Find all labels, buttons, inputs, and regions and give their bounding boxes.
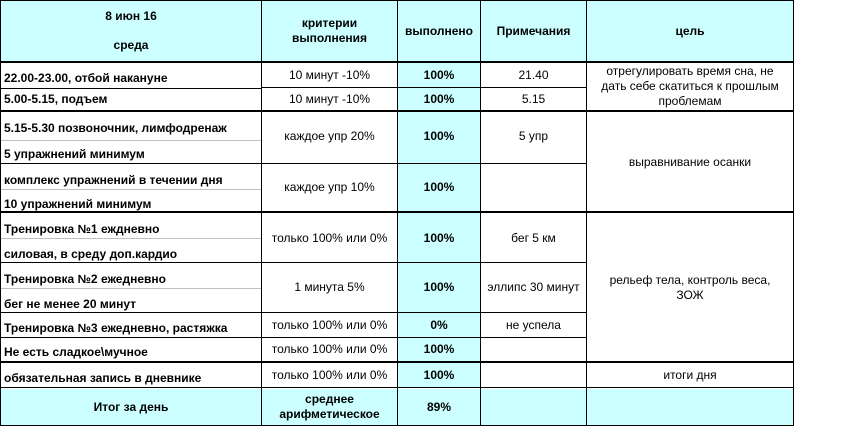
border xyxy=(0,88,262,89)
note-exercise-day[interactable] xyxy=(481,164,586,211)
goal-body[interactable]: рельеф тела, контроль веса, ЗОЖ xyxy=(609,273,771,302)
footer-label[interactable]: Итог за день xyxy=(1,389,261,425)
criteria-bedtime[interactable]: 10 минут -10% xyxy=(288,67,371,82)
goal-sleep[interactable]: отрегулировать время сна, не дать себе скатиться к прошлым проблемам xyxy=(601,64,779,108)
task-training-1[interactable]: Тренировка №1 еждневно xyxy=(4,221,160,236)
border xyxy=(0,387,794,388)
border xyxy=(0,0,794,1)
border xyxy=(0,262,587,263)
task-bedtime[interactable]: 22.00-23.00, отбой накануне xyxy=(4,71,168,85)
done-bedtime[interactable]: 100% xyxy=(423,67,455,82)
criteria-diary[interactable]: только 100% или 0% xyxy=(271,368,388,382)
criteria-wakeup[interactable]: 10 минут -10% xyxy=(288,92,371,106)
header-criteria[interactable]: критерии выполнения xyxy=(262,1,397,61)
border xyxy=(0,163,587,164)
task-diary[interactable]: обязательная запись в дневнике xyxy=(4,370,202,385)
task-exercise-day[interactable]: комплекс упражнений в течении дня xyxy=(4,172,223,187)
note-training-2[interactable]: эллипс 30 минут xyxy=(487,280,580,294)
done-training-2[interactable]: 100% xyxy=(423,280,455,294)
task-gridline xyxy=(1,238,261,239)
task-training-2-sub[interactable]: бег не менее 20 минут xyxy=(4,296,137,311)
task-spine-sub[interactable]: 5 упражнений минимум xyxy=(4,146,145,161)
task-training-2[interactable]: Тренировка №2 ежедневно xyxy=(4,271,166,286)
header-weekday: среда xyxy=(113,38,149,52)
border xyxy=(0,61,794,63)
task-gridline xyxy=(1,288,261,289)
task-no-sweets[interactable]: Не есть сладкое\мучное xyxy=(4,344,148,359)
note-training-3[interactable]: не успела xyxy=(506,317,561,332)
criteria-training-1[interactable]: только 100% или 0% xyxy=(271,230,388,245)
goal-day-results[interactable]: итоги дня xyxy=(663,368,717,382)
done-exercise-day[interactable]: 100% xyxy=(423,180,455,194)
task-gridline xyxy=(1,189,261,190)
border xyxy=(0,110,794,112)
task-training-1-sub[interactable]: силовая, в среду доп.кардио xyxy=(4,246,178,261)
goal-posture[interactable]: выравнивание осанки xyxy=(628,154,752,169)
criteria-training-3[interactable]: только 100% или 0% xyxy=(271,317,388,332)
done-training-1[interactable]: 100% xyxy=(423,230,455,245)
done-diary[interactable]: 100% xyxy=(423,368,455,382)
note-no-sweets[interactable] xyxy=(481,338,586,360)
done-wakeup[interactable]: 100% xyxy=(423,92,455,106)
border xyxy=(0,361,794,363)
header-date: 8 июн 16 xyxy=(105,9,157,23)
footer-value[interactable]: 89% xyxy=(398,389,480,425)
header-notes[interactable]: Примечания xyxy=(481,1,586,61)
task-exercise-day-sub[interactable]: 10 упражнений минимум xyxy=(4,196,152,211)
task-wakeup[interactable]: 5.00-5.15, подъем xyxy=(4,92,108,106)
criteria-training-2[interactable]: 1 минута 5% xyxy=(294,280,365,294)
border xyxy=(261,87,587,88)
footer-notes-empty[interactable] xyxy=(481,389,586,425)
footer-method[interactable]: среднее арифметическое xyxy=(262,389,397,425)
criteria-exercise-day[interactable]: каждое упр 10% xyxy=(284,180,375,194)
header-goal[interactable]: цель xyxy=(587,1,793,61)
border xyxy=(0,211,794,213)
note-wakeup[interactable]: 5.15 xyxy=(521,92,546,106)
criteria-no-sweets[interactable]: только 100% или 0% xyxy=(271,341,388,356)
border xyxy=(0,337,587,338)
border xyxy=(0,312,587,313)
task-spine[interactable]: 5.15-5.30 позвоночник, лимфодренаж xyxy=(4,120,227,135)
header-date-cell[interactable] xyxy=(1,1,261,61)
task-training-3[interactable]: Тренировка №3 ежедневно, растяжка xyxy=(4,320,228,335)
footer-goal-empty[interactable] xyxy=(587,389,793,425)
done-training-3[interactable]: 0% xyxy=(430,317,448,332)
criteria-spine[interactable]: каждое упр 20% xyxy=(284,129,375,143)
note-spine[interactable]: 5 упр xyxy=(518,129,549,143)
note-diary[interactable] xyxy=(481,364,586,387)
done-spine[interactable]: 100% xyxy=(423,129,455,143)
note-training-1[interactable]: бег 5 км xyxy=(511,230,556,245)
note-bedtime[interactable]: 21.40 xyxy=(518,67,549,82)
task-gridline xyxy=(1,140,261,141)
done-no-sweets[interactable]: 100% xyxy=(423,341,455,356)
header-done[interactable]: выполнено xyxy=(398,1,480,61)
